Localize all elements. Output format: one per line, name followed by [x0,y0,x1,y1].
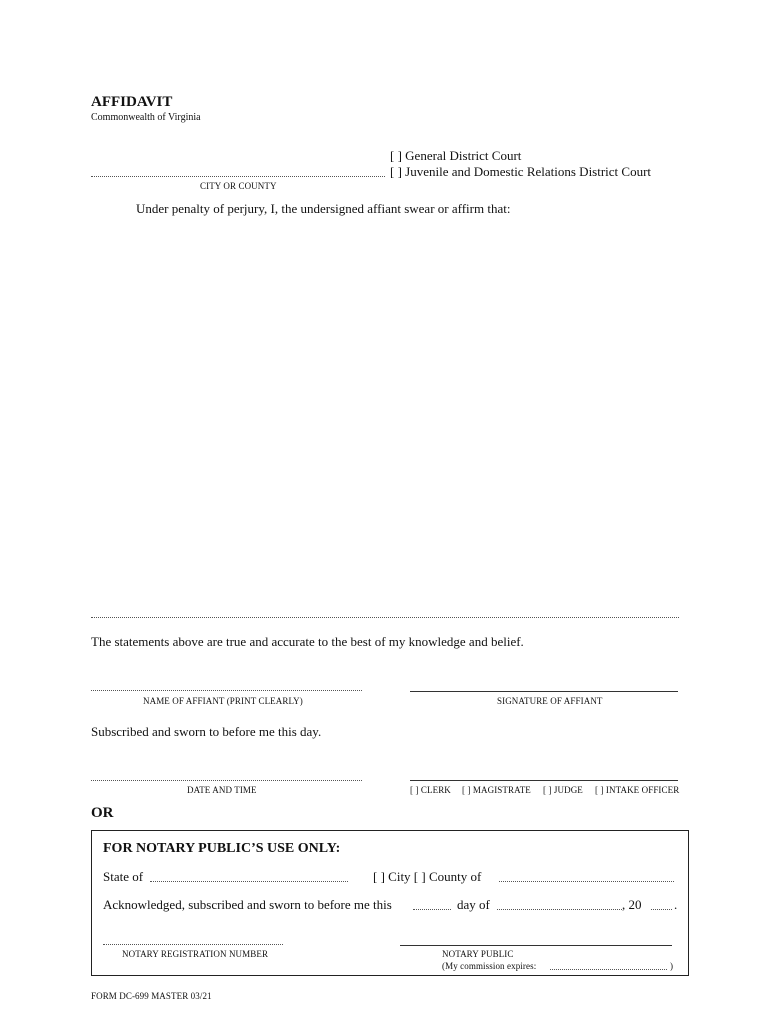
statement-area[interactable] [91,225,679,610]
truth-statement: The statements above are true and accurate to the best of my knowledge and belief. [91,634,524,649]
notary-registration-field[interactable] [103,944,283,945]
or-separator: OR [91,805,114,821]
form-subtitle: Commonwealth of Virginia [91,112,201,123]
notary-commission-field[interactable] [550,969,667,970]
oath-text: Under penalty of perjury, I, the undersigned affiant swear or affirm that: [136,201,511,216]
statement-end-line [91,617,679,618]
notary-signature-field[interactable] [400,945,672,946]
notary-year-prefix: , 20 [622,897,642,912]
officer-magistrate-checkbox[interactable]: [ ] MAGISTRATE [462,785,531,795]
date-time-field[interactable] [91,780,362,781]
notary-heading: FOR NOTARY PUBLIC’S USE ONLY: [103,841,341,856]
court-option-juvenile[interactable]: [ ] Juvenile and Domestic Relations District Court [390,164,652,179]
affiant-signature-label: SIGNATURE OF AFFIANT [497,696,603,706]
notary-state-label: State of [103,869,144,884]
officer-intake-checkbox[interactable]: [ ] INTAKE OFFICER [595,785,680,795]
notary-registration-label: NOTARY REGISTRATION NUMBER [122,949,269,959]
form-title: AFFIDAVIT [91,94,173,110]
date-time-label: DATE AND TIME [187,785,257,795]
officer-judge-checkbox[interactable]: [ ] JUDGE [543,785,583,795]
officer-signature-field[interactable] [410,780,678,781]
affiant-name-label: NAME OF AFFIANT (PRINT CLEARLY) [143,696,303,706]
notary-acknowledged-text: Acknowledged, subscribed and sworn to before me this [103,897,392,912]
notary-county-field[interactable] [499,881,674,882]
affiant-signature-field[interactable] [410,691,678,692]
notary-period: . [674,897,678,912]
notary-commission-label: (My commission expires: [442,961,537,971]
city-county-label: CITY OR COUNTY [200,181,277,191]
subscribed-text: Subscribed and sworn to before me this day. [91,724,322,739]
affiant-name-field[interactable] [91,690,362,691]
officer-clerk-checkbox[interactable]: [ ] CLERK [410,785,451,795]
form-footer: FORM DC-699 MASTER 03/21 [91,991,212,1001]
notary-day-field[interactable] [413,909,451,910]
notary-state-field[interactable] [150,881,348,882]
notary-year-field[interactable] [651,909,672,910]
notary-city-county-checkboxes[interactable]: [ ] City [ ] County of [373,869,482,884]
notary-day-of-label: day of [457,897,490,912]
notary-commission-close: ) [670,961,674,971]
city-county-field[interactable] [91,176,385,177]
notary-public-label: NOTARY PUBLIC [442,949,514,959]
court-option-general-district[interactable]: [ ] General District Court [390,148,522,163]
notary-month-field[interactable] [497,909,622,910]
